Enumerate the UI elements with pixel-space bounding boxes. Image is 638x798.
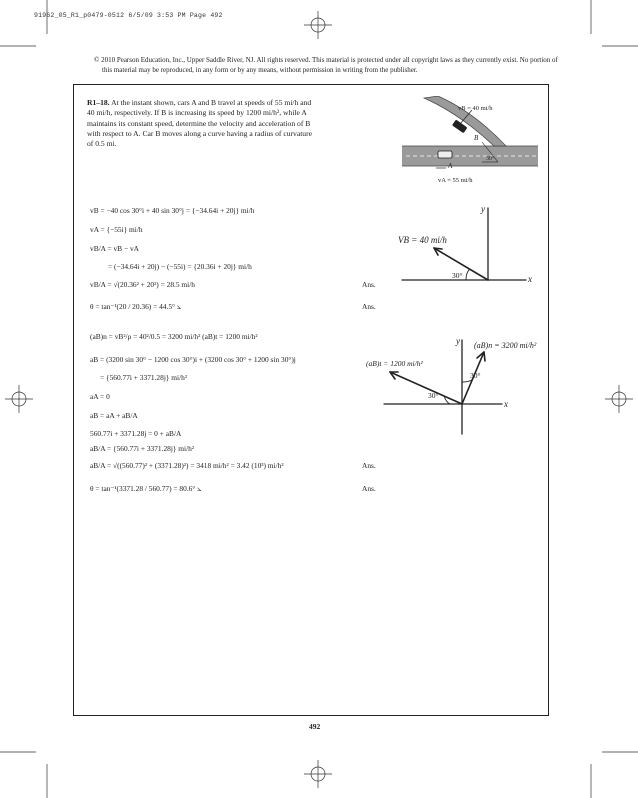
vb-label: vB = 40 mi/h — [458, 105, 493, 112]
eq-theta-velocity: θ = tan⁻¹(20 / 20.36) = 44.5° ⦣ — [90, 302, 182, 311]
eq-vba-magnitude: vB/A = √(20.36² + 20²) = 28.5 mi/h — [90, 280, 195, 289]
sketch2-an-label: (aB)n = 3200 mi/h² — [474, 341, 537, 350]
curved-ramp — [424, 96, 506, 146]
eq-vba-components: = (−34.64i + 20j) − (−55i) = {20.36i + 20j} mi/h — [108, 262, 252, 271]
eq-aa: aA = 0 — [90, 392, 110, 401]
road-figure — [398, 96, 543, 188]
ans-4: Ans. — [362, 484, 376, 493]
eq-theta-accel: θ = tan⁻¹(3371.28 / 560.77) = 80.6° ⦣ — [90, 484, 202, 493]
sketch2-y-label: y — [456, 336, 460, 346]
sketch1-angle: 30° — [452, 271, 463, 280]
sketch2-at-label: (aB)t = 1200 mi/h² — [366, 359, 423, 368]
problem-statement — [87, 98, 317, 149]
angle-label: 30° — [486, 156, 495, 162]
acceleration-sketch — [360, 332, 548, 444]
sketch2-angle1: 30° — [428, 391, 439, 400]
sketch1-y-label: y — [481, 204, 485, 214]
page-number: 492 — [309, 722, 321, 731]
eq-normal-tangential-accel: (aB)n = vB²/ρ = 40²/0.5 = 3200 mi/h² (aB)t = 1200 mi/h² — [90, 332, 258, 341]
copyright-notice: © 2010 Pearson Education, Inc., Upper Saddle River, NJ. All rights reserved. This material is protected under all copyright laws as they currently exist. No portion of this material may be reproduced, in any form or by any means, without permission in writing from the publisher. — [94, 56, 558, 74]
eq-accel-relation: aB = aA + aB/A — [90, 411, 138, 420]
problem-number: R1–18. — [87, 98, 110, 107]
eq-aba-components: aB/A = {560.77i + 3371.28j} mi/h² — [90, 444, 195, 453]
ans-2: Ans. — [362, 302, 376, 311]
va-label: vA = 55 mi/h — [438, 177, 473, 184]
label-a: A — [448, 162, 453, 170]
label-b: B — [474, 134, 479, 142]
car-a-icon — [438, 151, 452, 158]
sketch1-x-label: x — [528, 274, 532, 284]
eq-va: vA = {−55i} mi/h — [90, 225, 143, 234]
eq-aba-magnitude: aB/A = √((560.77)² + (3371.28)²) = 3418 mi/h² = 3.42 (10³) mi/h² — [90, 461, 284, 470]
print-slug: 91962_05_R1_p0479-0512 6/5/09 3:53 PM Page 492 — [34, 12, 223, 19]
ans-1: Ans. — [362, 280, 376, 289]
velocity-sketch — [392, 202, 542, 294]
sketch2-x-label: x — [504, 399, 508, 409]
sketch1-vector-label: VB = 40 mi/h — [398, 235, 447, 245]
eq-ab-components: aB = (3200 sin 30° − 1200 cos 30°)i + (3200 cos 30° + 1200 sin 30°)j — [90, 355, 296, 364]
sketch2-angle2: 30° — [470, 371, 481, 380]
eq-vb: vB = −40 cos 30°i + 40 sin 30°j = {−34.64i + 20j} mi/h — [90, 206, 255, 215]
eq-ab-result: = {560.77i + 3371.28j} mi/h² — [100, 373, 188, 382]
ans-3: Ans. — [362, 461, 376, 470]
eq-vba-relation: vB/A = vB − vA — [90, 244, 139, 253]
tangential-accel-vector — [390, 372, 462, 404]
problem-text: At the instant shown, cars A and B travel at speeds of 55 mi/h and 40 mi/h, respectively. If B is increasing its speed by 1200 mi/h², while A maintains its constant speed, determine the velocity and acceleration of B with respect to A. Car B moves along a curve having a radius of curvature of 0.5 mi. — [87, 98, 313, 149]
eq-accel-substituted: 560.77i + 3371.28j = 0 + aB/A — [90, 429, 182, 438]
